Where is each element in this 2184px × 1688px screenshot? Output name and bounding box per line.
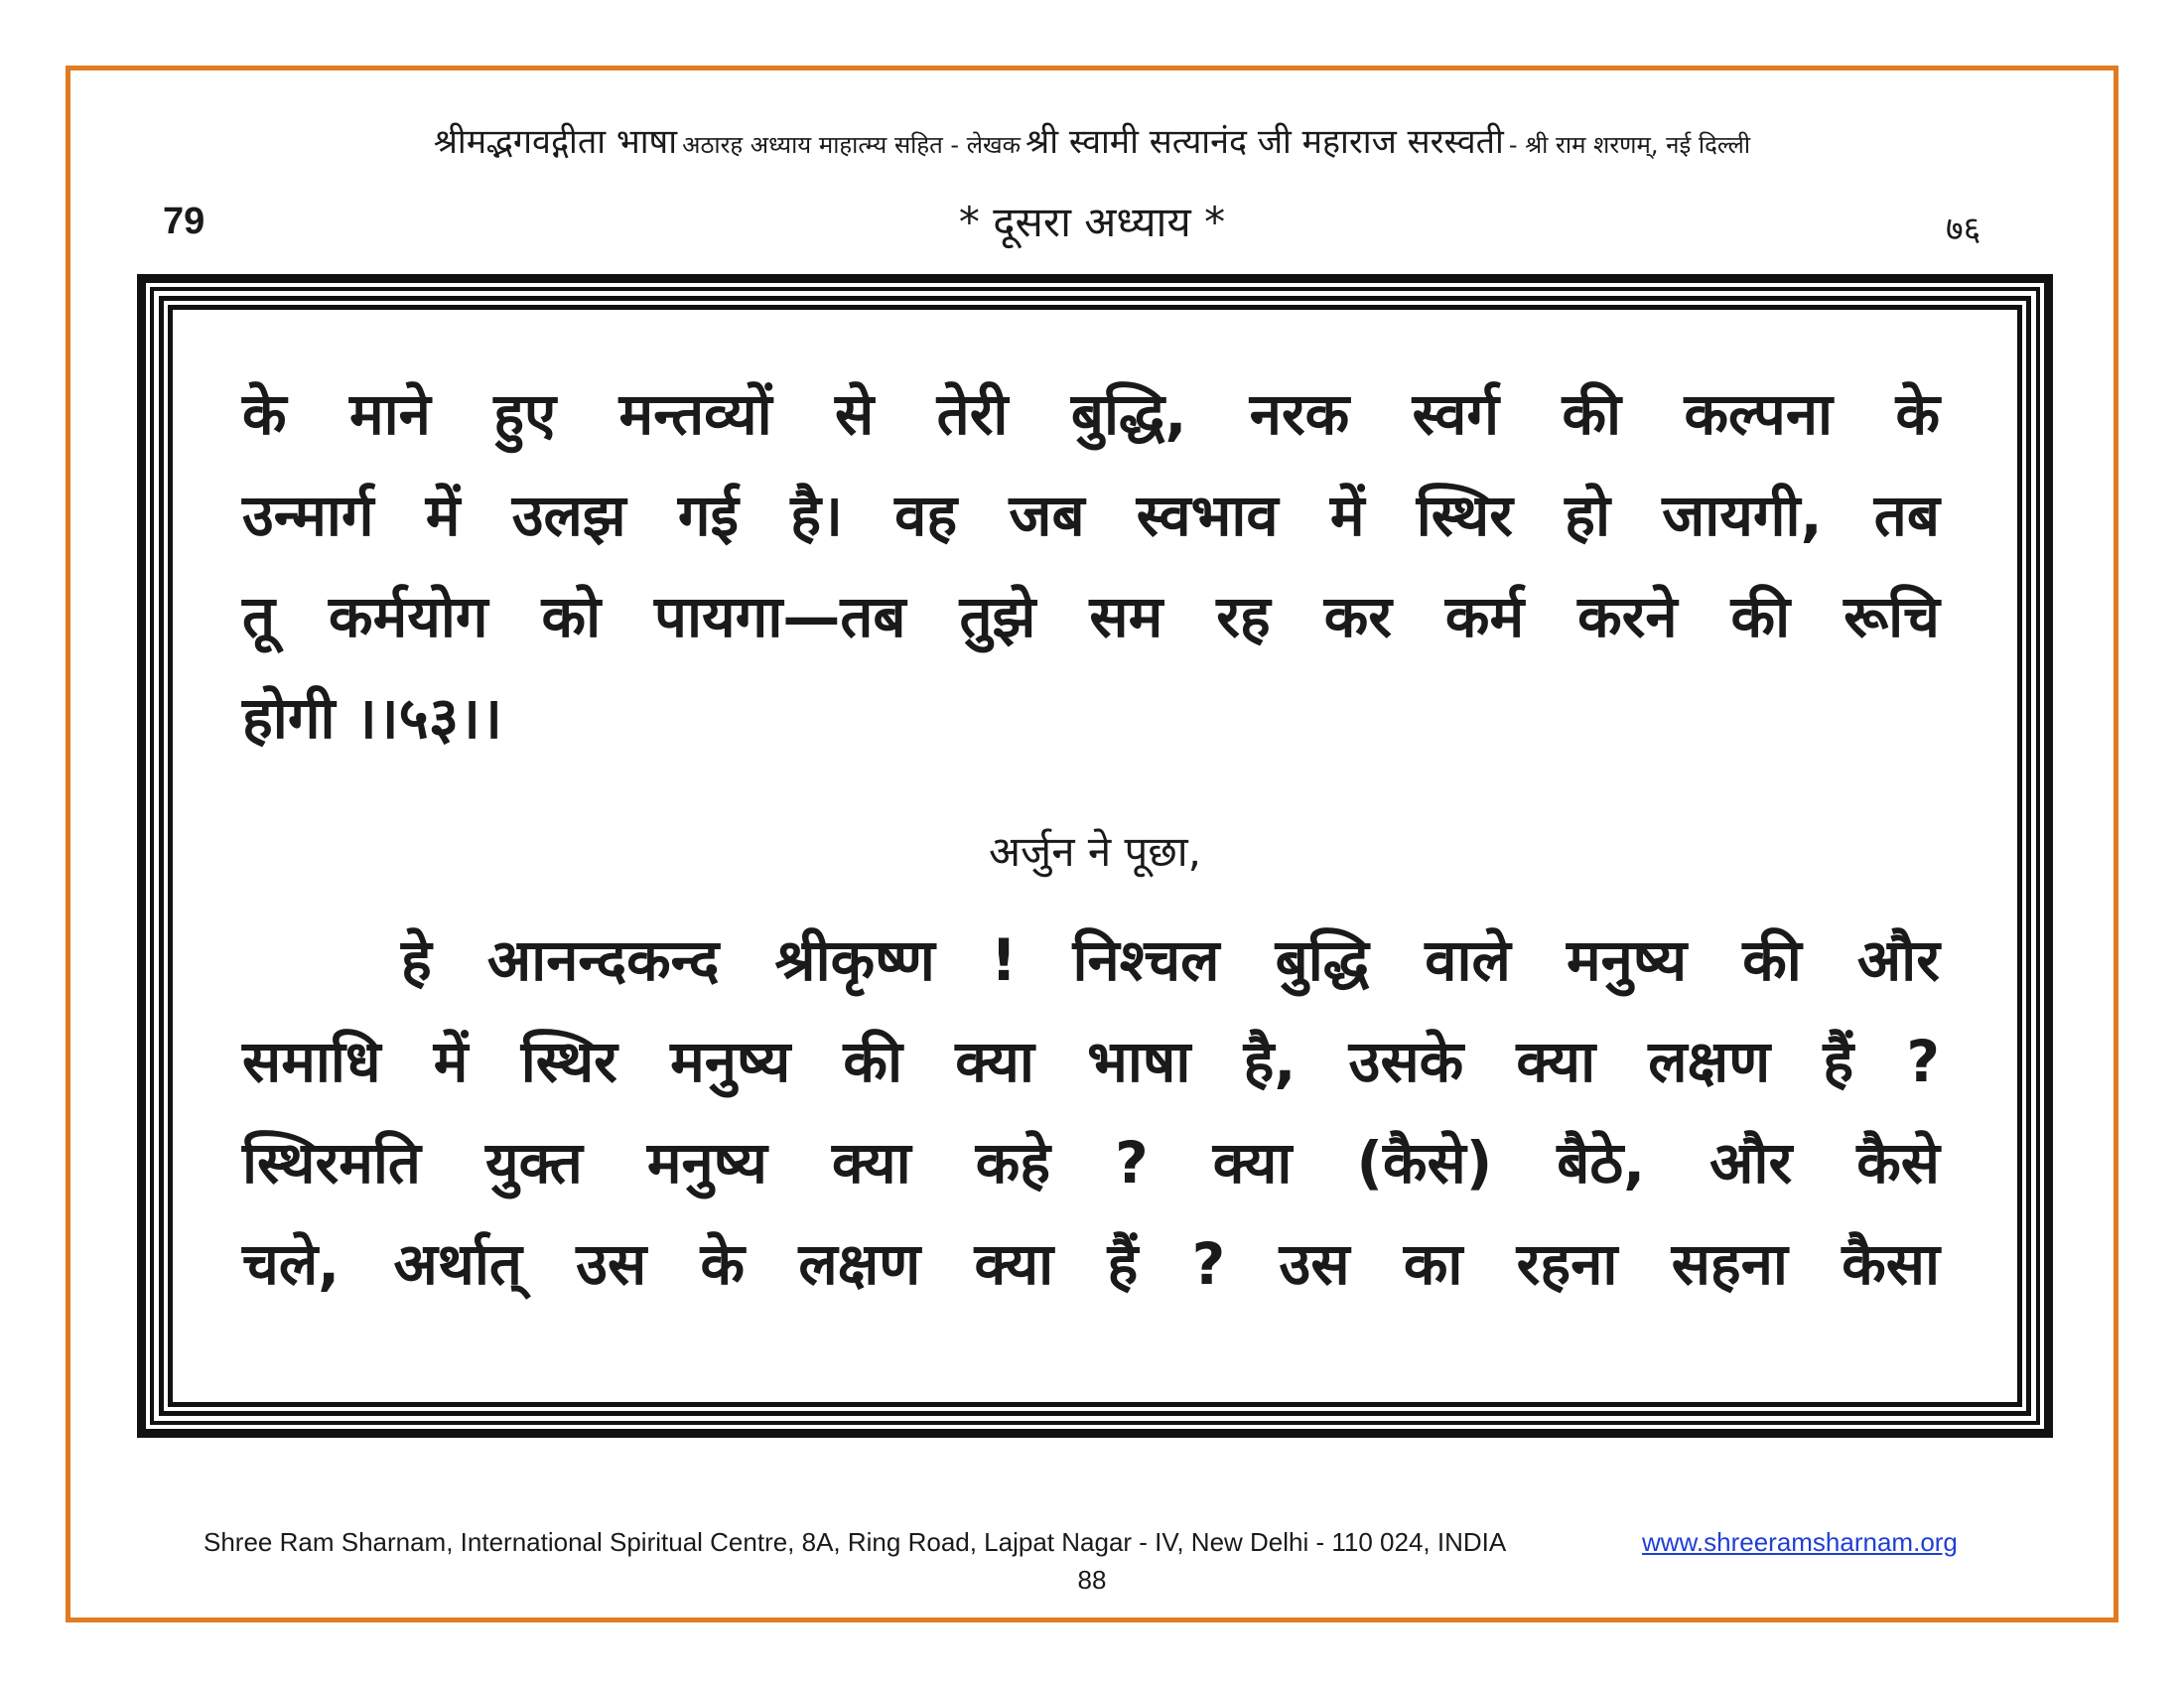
verse-text xyxy=(242,363,1940,769)
verse-line: तू कर्मयोग को पायगा—तब तुझे सम रह कर कर्म करने की रूचि xyxy=(242,583,1940,650)
book-title: श्रीमद्भगवद्गीता भाषा xyxy=(433,122,678,162)
publisher-name: - श्री राम शरणम्, नई दिल्ली xyxy=(1508,131,1751,159)
footer-page-number: 88 xyxy=(1077,1565,1107,1595)
book-header xyxy=(99,117,2085,163)
verse-line: होगी ।।५३।। xyxy=(242,684,502,752)
page-number-right: ७६ xyxy=(1946,210,1981,249)
scripture-frame xyxy=(137,274,2053,1438)
scripture-content xyxy=(168,305,2022,1407)
chapter-title: * दूसरा अध्याय * xyxy=(958,198,1226,246)
website-link[interactable]: www.shreeramsharnam.org xyxy=(1642,1527,1958,1557)
speaker-heading: अर्जुन ने पूछा, xyxy=(988,827,1202,876)
question-line: चले, अर्थात् उस के लक्षण क्या हैं ? उस का रहना सहना कैसा xyxy=(242,1230,1940,1298)
page-number-left: 79 xyxy=(163,201,205,242)
question-line: समाधि में स्थिर मनुष्य की क्या भाषा है, उसके क्या लक्षण हैं ? xyxy=(242,1028,1940,1095)
verse-line: उन्मार्ग में उलझ गई है। वह जब स्वभाव में स्थिर हो जायगी, तब xyxy=(242,482,1940,549)
author-name: श्री स्वामी सत्यानंद जी महाराज सरस्वती xyxy=(1025,122,1504,162)
question-line: स्थिरमति युक्त मनुष्य क्या कहे ? क्या (कैसे) बैठे, और कैसे xyxy=(242,1129,1940,1196)
verse-line: के माने हुए मन्तव्यों से तेरी बुद्धि, नरक स्वर्ग की कल्पना के xyxy=(242,380,1940,448)
footer-address: Shree Ram Sharnam, International Spiritual Centre, 8A, Ring Road, Lajpat Nagar - IV, New Delhi - 110 024, INDIA xyxy=(204,1527,1507,1557)
question-text xyxy=(242,910,1940,1315)
book-subtitle: अठारह अध्याय माहात्म्य सहित - लेखक xyxy=(682,131,1022,159)
question-line: हे आनन्दकन्द श्रीकृष्ण ! निश्चल बुद्धि वाले मनुष्य की और xyxy=(401,926,1940,994)
